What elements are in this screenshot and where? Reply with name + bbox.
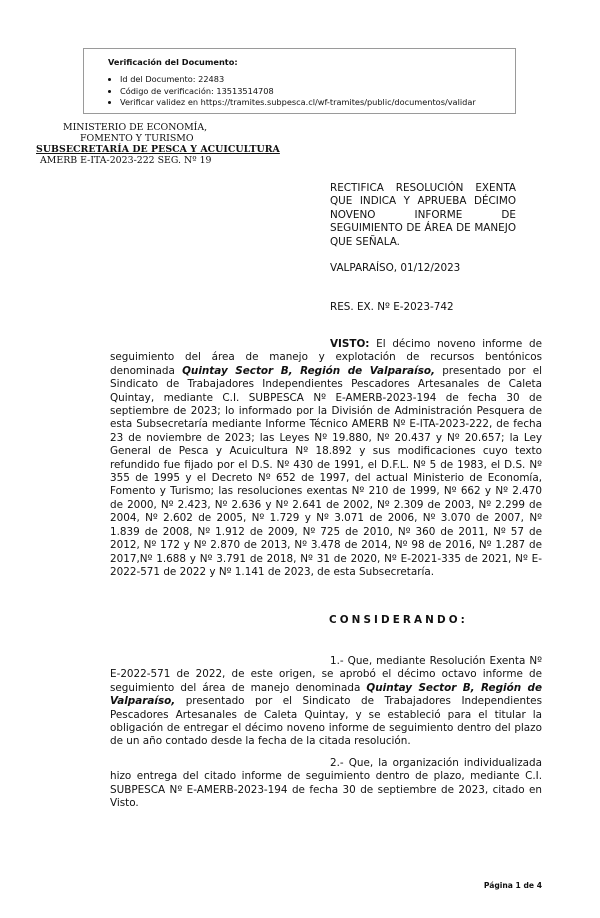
document-id: • Id del Documento: 22483 — [120, 74, 515, 86]
visto-paragraph — [110, 338, 542, 579]
resolution-number: RES. EX. Nº E-2023-742 — [330, 301, 454, 313]
verification-title: Verificación del Documento: — [108, 57, 238, 67]
subsecretaria-name: SUBSECRETARÍA DE PESCA Y ACUICULTURA — [36, 144, 280, 155]
ministry-line2: FOMENTO Y TURISMO — [80, 133, 194, 144]
considerando-1-area-name: Quintay Sector B, Región de Valparaíso, — [110, 681, 542, 708]
visto-text-2: presentado por el Sindicato de Trabajadores Independientes Pescadores Artesanales de Caleta Quintay, mediante C.I. SUBPESCA Nº E-AMERB-2023-194 de fecha 30 de septiembre de 2023; lo informado por la División de Administración Pesquera de esta Subsecretaría mediante Informe Técnico AMERB Nº E-ITA-2023-222, de fecha 23 de noviembre de 2023; las Leyes Nº 19.880, Nº 20.437 y Nº 20.657; la Ley General de Pesca y Acuicultura Nº 18.892 y sus modificaciones cuyo texto refundido fue fijado por el D.S. Nº 430 de 1991, el D.F.L. Nº 5 de 1983, el D.S. Nº 355 de 1995 y el Decreto Nº 652 de 1997, del actual Ministerio de Economía, Fomento y Turismo; las resoluciones exentas Nº 210 de 1999, Nº 662 y Nº 2.470 de 2000, Nº 2.423, Nº 2.636 y Nº 2.641 de 2002, Nº 2.309 de 2003, Nº 2.299 de 2004, Nº 2.602 de 2005, Nº 1.729 y Nº 3.071 de 2006, Nº 3.070 de 2007, Nº 1.839 de 2008, Nº 1.912 de 2009, Nº 725 de 2010, Nº 360 de 2011, Nº 57 de 2012, Nº 172 y Nº 2.870 de 2013, Nº 3.478 de 2014, Nº 98 de 2016, Nº 1.287 de 2017,Nº 1.688 y Nº 3.791 de 2018, Nº 31 de 2020, Nº E-2021-335 de 2021, Nº E-2022-571 de 2022 y Nº 1.141 de 2023, de esta Subsecretaría. — [110, 364, 542, 578]
visto-text-1: El décimo noveno informe de seguimiento del área de manejo y explotación de recursos bentónicos denominada — [110, 338, 542, 377]
ministry-header — [36, 122, 286, 166]
place-date: VALPARAÍSO, 01/12/2023 — [330, 262, 461, 274]
resolution-title: RECTIFICA RESOLUCIÓN EXENTA QUE INDICA Y APRUEBA DÉCIMO NOVENO INFORME DE SEGUIMIENTO DE ÁREA DE MANEJO QUE SEÑALA. — [330, 182, 516, 248]
verification-list — [108, 74, 515, 109]
visto-label: VISTO: — [330, 338, 370, 350]
considerando-heading: CONSIDERANDO: — [329, 614, 468, 626]
page-number: Página 1 de 4 — [483, 881, 542, 890]
considerando-paragraph-2: 2.- Que, la organización individualizada hizo entrega del citado informe de seguimiento dentro de plazo, mediante C.I. SUBPESCA Nº E-AMERB-2023-194 de fecha 30 de septiembre de 2023, citado en Visto. — [110, 757, 542, 810]
verification-link[interactable]: • Verificar validez en https://tramites.subpesca.cl/wf-tramites/public/documentos/validar — [120, 97, 515, 109]
visto-area-name: Quintay Sector B, Región de Valparaíso, — [182, 364, 435, 377]
considerando-1-text-1: 1.- Que, mediante Resolución Exenta Nº E-2022-571 de 2022, de este origen, se aprobó el décimo octavo informe de seguimiento del área de manejo denominada — [110, 655, 542, 694]
considerando-paragraph-1 — [110, 655, 542, 749]
verification-code: • Código de verificación: 13513514708 — [120, 86, 515, 98]
verification-box — [83, 48, 516, 114]
ministry-line1: MINISTERIO DE ECONOMÍA, — [63, 122, 208, 133]
considerando-1-text-2: presentado por el Sindicato de Trabajadores Independientes Pescadores Artesanales de Caleta Quintay, y se estableció para el titular la obligación de entregar el décimo noveno informe de seguimiento dentro del plazo de un año contado desde la fecha de la citada resolución. — [110, 695, 542, 748]
document-reference: AMERB E-ITA-2023-222 SEG. Nº 19 — [40, 155, 212, 166]
